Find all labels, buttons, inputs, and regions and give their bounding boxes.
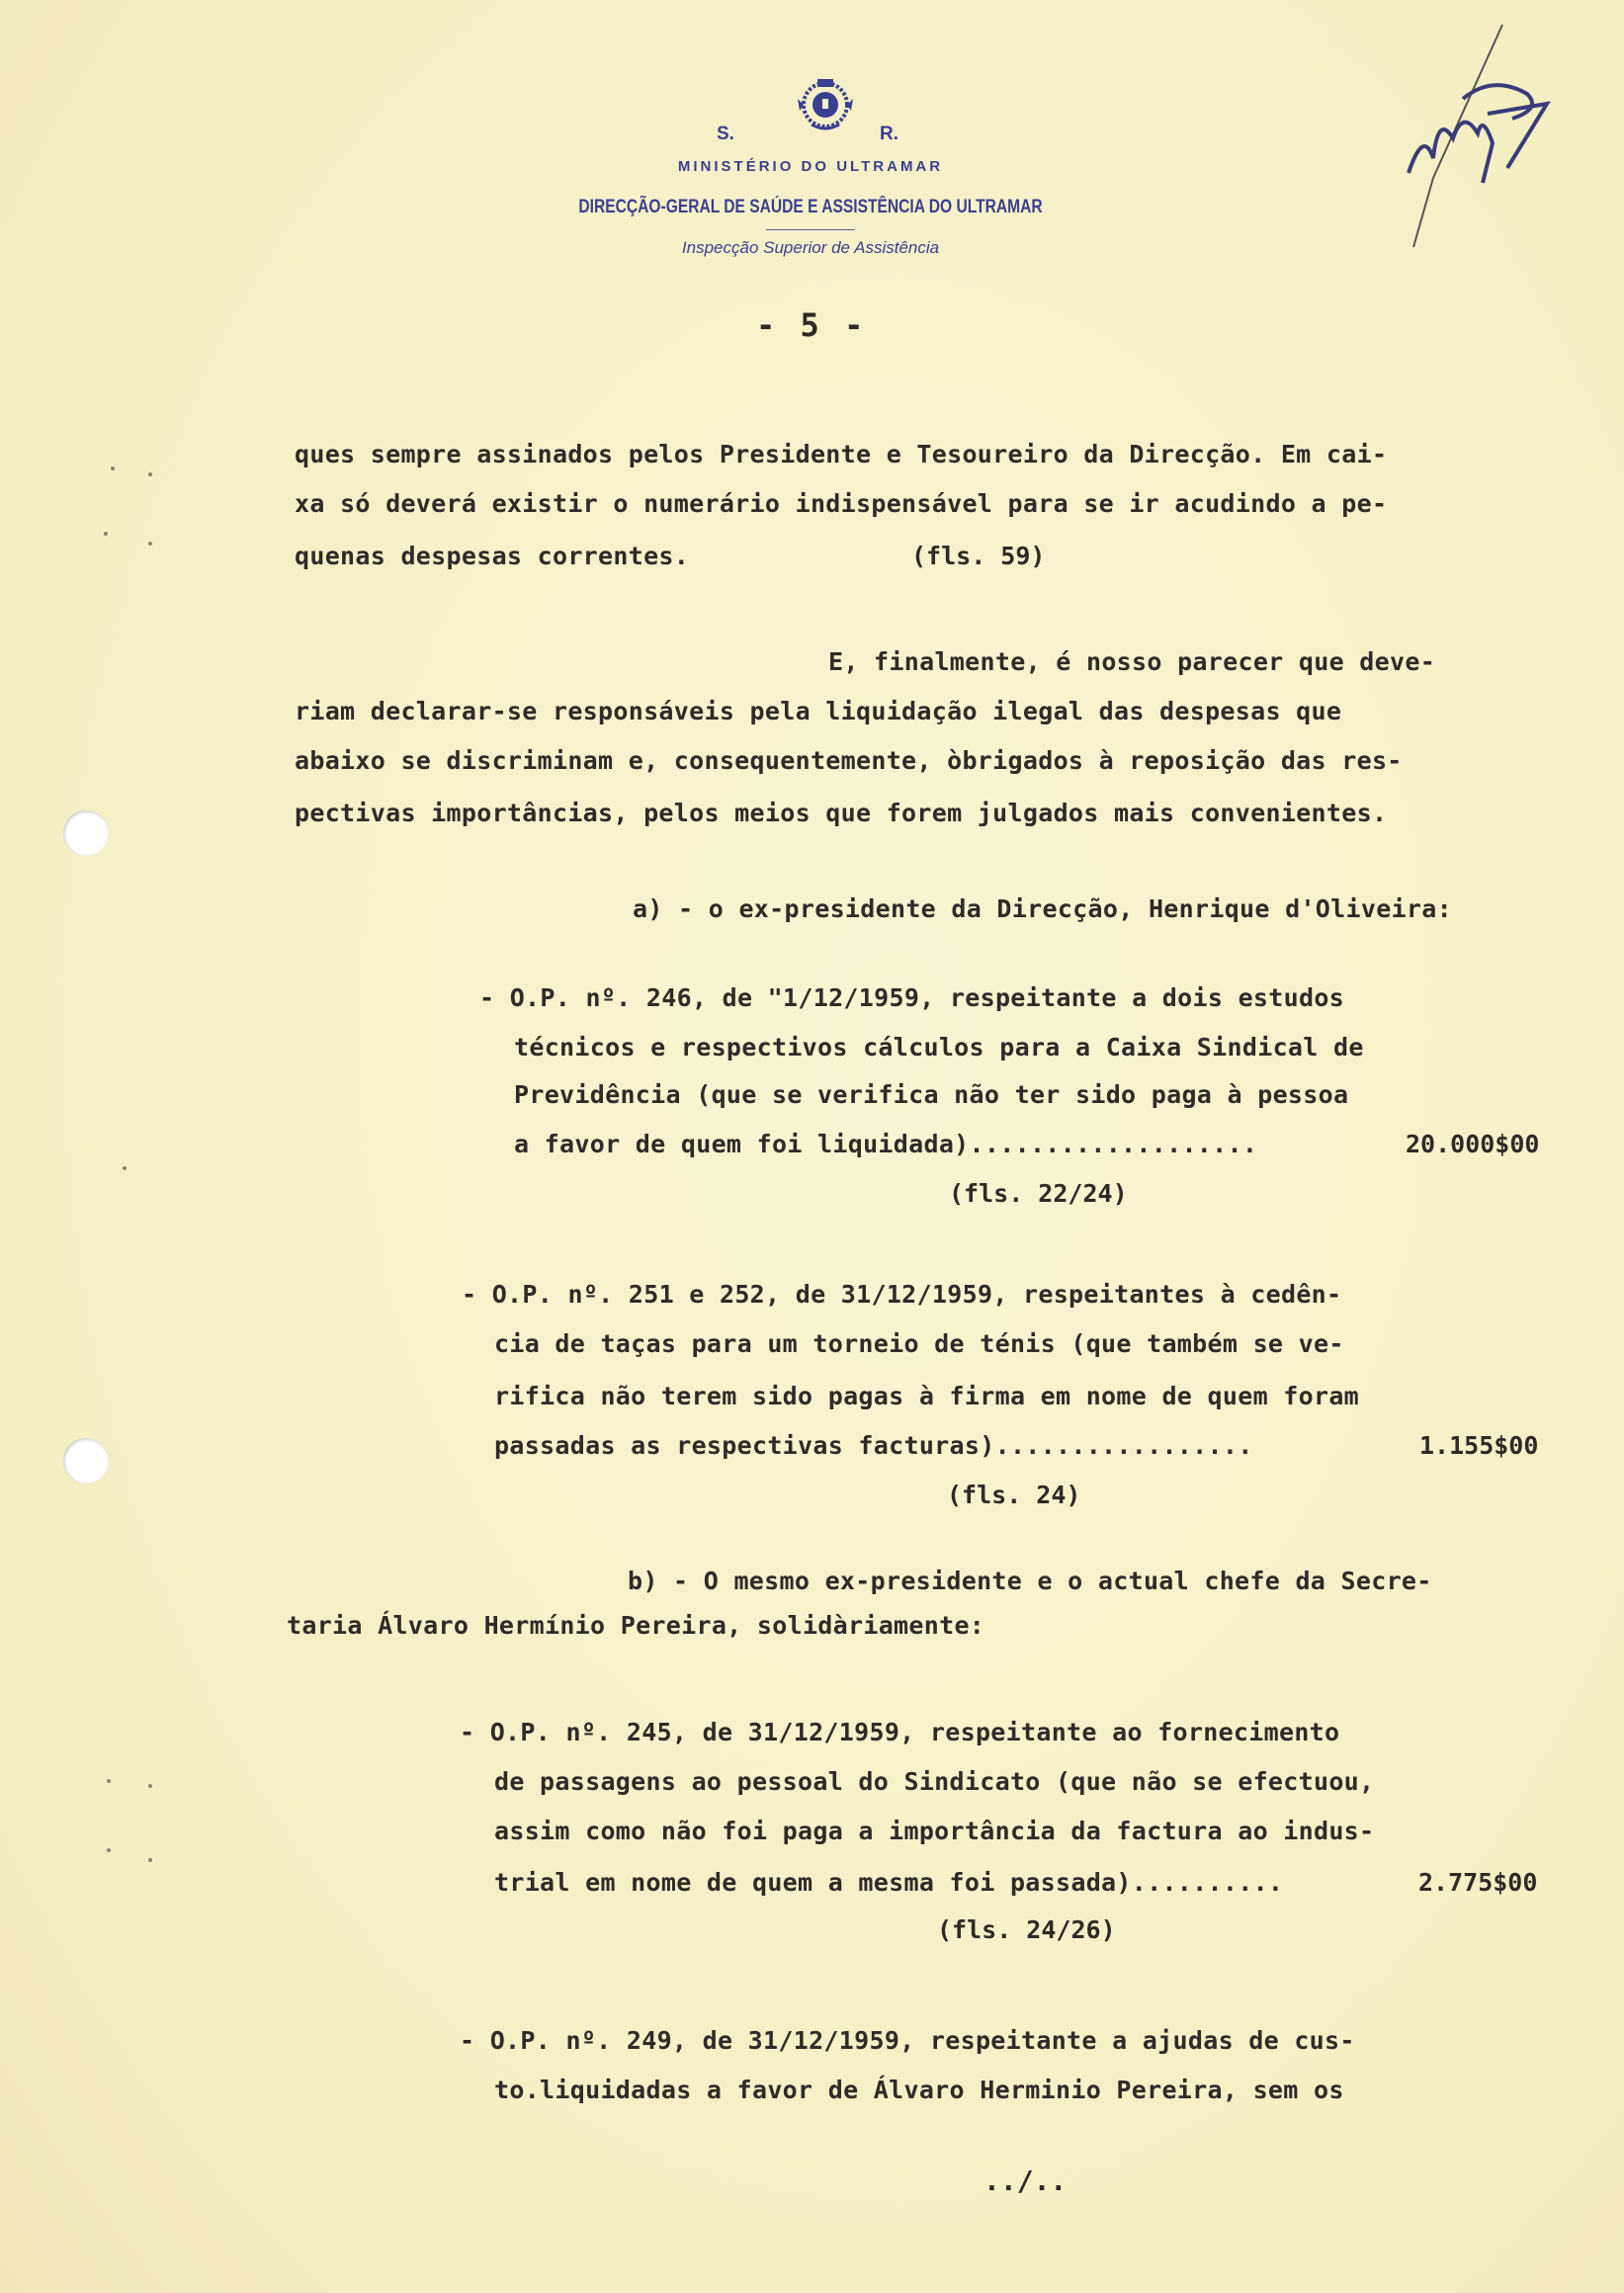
paper-speck — [107, 1848, 111, 1852]
paper-speck — [111, 467, 115, 470]
paragraph-line: xa só deverá existir o numerário indispensável para se ir acudindo a pe- — [295, 489, 1388, 518]
folio-reference: (fls. 24) — [947, 1481, 1081, 1509]
punch-hole-top — [63, 810, 109, 856]
paragraph-line: quenas despesas correntes. — [295, 542, 690, 570]
letterhead-s: S. — [717, 124, 734, 144]
item-line: - O.P. nº. 246, de "1/12/1959, respeitante a dois estudos — [479, 983, 1345, 1012]
paper-speck — [148, 542, 152, 546]
paragraph-line: abaixo se discriminam e, consequentemente, òbrigados à reposição das res- — [295, 746, 1403, 775]
item-line: passadas as respectivas facturas)................. — [494, 1431, 1253, 1460]
paper-speck — [148, 472, 152, 476]
punch-hole-bottom — [63, 1438, 109, 1484]
item-amount: 20.000$00 — [1406, 1130, 1540, 1158]
item-line: técnicos e respectivos cálculos para a Caixa Sindical de — [514, 1033, 1364, 1062]
section-heading-b: b) - O mesmo ex-presidente e o actual chefe da Secre- — [628, 1567, 1432, 1595]
paragraph-line: riam declarar-se responsáveis pela liquidação ilegal das despesas que — [295, 697, 1342, 725]
item-line: - O.P. nº. 249, de 31/12/1959, respeitante a ajudas de cus- — [460, 2026, 1355, 2055]
paper-speck — [148, 1858, 152, 1862]
page-number: - 5 - — [756, 306, 867, 344]
item-line: - O.P. nº. 245, de 31/12/1959, respeitante ao fornecimento — [460, 1718, 1340, 1746]
item-line: - O.P. nº. 251 e 252, de 31/12/1959, respeitantes à cedên- — [462, 1280, 1342, 1309]
item-line: a favor de quem foi liquidada)................... — [514, 1130, 1258, 1158]
directorate-name: DIRECÇÃO-GERAL DE SAÚDE E ASSISTÊNCIA DO ULTRAMAR — [578, 197, 1043, 217]
item-amount: 1.155$00 — [1419, 1431, 1539, 1460]
paragraph-line: E, finalmente, é nosso parecer que deve- — [828, 647, 1436, 676]
letterhead-r: R. — [880, 124, 898, 144]
item-line: to.liquidadas a favor de Álvaro Herminio Pereira, sem os — [494, 2076, 1344, 2104]
ministry-name: MINISTÉRIO DO ULTRAMAR — [677, 158, 944, 175]
folio-reference: (fls. 24/26) — [937, 1915, 1116, 1944]
letterhead-divider — [766, 229, 855, 230]
paper-speck — [107, 1779, 111, 1783]
section-heading-b: taria Álvaro Hermínio Pereira, solidàriamente: — [287, 1611, 985, 1640]
handwritten-signature-icon — [1315, 20, 1572, 281]
paper-speck — [123, 1166, 127, 1170]
folio-reference: (fls. 59) — [911, 542, 1046, 570]
paragraph-line: pectivas importâncias, pelos meios que forem julgados mais convenientes. — [295, 799, 1388, 827]
paper-speck — [148, 1784, 152, 1788]
continuation-mark: ../.. — [983, 2165, 1068, 2197]
item-line: rifica não terem sido pagas à firma em nome de quem foram — [494, 1382, 1360, 1410]
paragraph-line: ques sempre assinados pelos Presidente e Tesoureiro da Direcção. Em cai- — [295, 440, 1388, 468]
item-amount: 2.775$00 — [1418, 1868, 1538, 1897]
coat-of-arms-icon — [798, 77, 853, 136]
item-line: cia de taças para um torneio de ténis (que também se ve- — [494, 1329, 1344, 1358]
inspection-name: Inspecção Superior de Assistência — [681, 238, 940, 257]
paper-speck — [104, 532, 108, 536]
item-line: Previdência (que se verifica não ter sido paga à pessoa — [514, 1080, 1349, 1109]
item-line: de passagens ao pessoal do Sindicato (que não se efectuou, — [494, 1767, 1375, 1796]
item-line: assim como não foi paga a importância da factura ao indus- — [494, 1817, 1375, 1845]
item-line: trial em nome de quem a mesma foi passada).......... — [494, 1868, 1284, 1897]
section-heading-a: a) - o ex-presidente da Direcção, Henrique d'Oliveira: — [633, 894, 1452, 923]
folio-reference: (fls. 22/24) — [949, 1179, 1128, 1208]
